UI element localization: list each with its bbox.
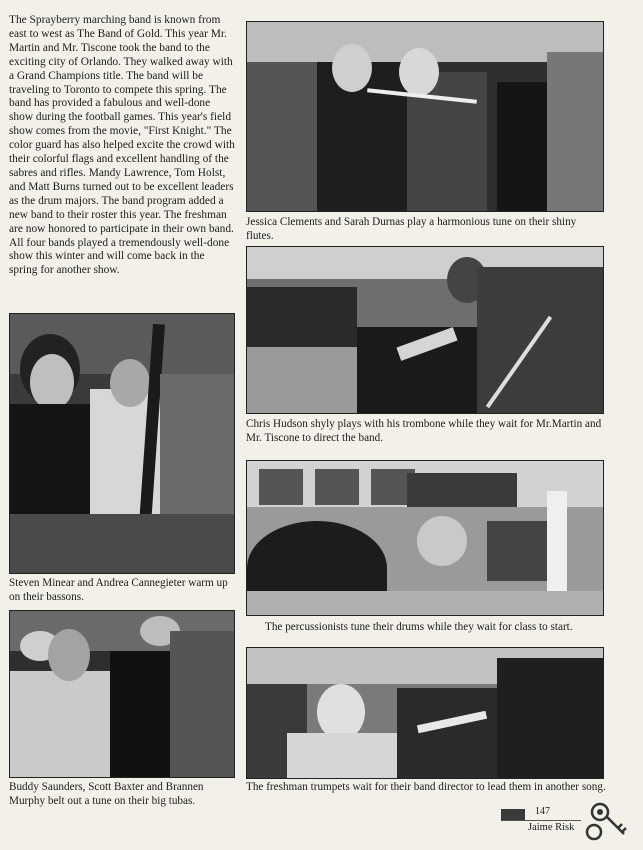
footer-rule bbox=[501, 820, 581, 821]
photo-percussionists bbox=[246, 460, 604, 616]
caption-trombone-player: Chris Hudson shyly plays with his trombone while they wait for Mr.Martin and Mr. Tiscone to direct the band. bbox=[246, 418, 602, 445]
caption-bassoon-players: Steven Minear and Andrea Cannegieter warm up on their bassons. bbox=[9, 577, 228, 604]
caption-flute-players: Jessica Clements and Sarah Durnas play a harmonious tune on their shiny flutes. bbox=[246, 216, 577, 243]
caption-trumpet-players: The freshman trumpets wait for their band director to lead them in another song. bbox=[246, 781, 606, 793]
author-credit: Jaime Risk bbox=[528, 822, 575, 833]
caption-tuba-players: Buddy Saunders, Scott Baxter and Brannen Murphy belt out a tune on their big tubas. bbox=[9, 781, 204, 808]
photo-bassoon-players bbox=[9, 313, 235, 574]
caption-percussionists: The percussionists tune their drums while they wait for class to start. bbox=[265, 621, 573, 633]
page-number: 147 bbox=[535, 806, 550, 817]
intro-paragraph: The Sprayberry marching band is known from east to west as The Band of Gold. This year Mr. Martin and Mr. Tiscone took the band to the exciting city of Orlando. They walked away with a Grand Champions title. The band will be traveling to Toronto to compete this spring. The band has provided a fabulous and well-done show during the football games. This year's field show comes from the movie, "First Knight." The color guard has also helped excite the crowd with their colorful flags and excellent handling of the sabres and rifles. Mandy Lawrence, Tom Holst, and Matt Burns turned out to be excellent leaders as the drum majors. The band program added a new band to their roster this year. The freshman are now honored to participate in their own band. All four bands played a tremendously well-done show this winter and will come back in the spring for another show. bbox=[9, 14, 235, 277]
key-icon bbox=[584, 800, 636, 844]
photo-flute-players bbox=[246, 21, 604, 212]
photo-trombone-player bbox=[246, 246, 604, 414]
photo-trumpet-players bbox=[246, 647, 604, 779]
photo-tuba-players bbox=[9, 610, 235, 778]
